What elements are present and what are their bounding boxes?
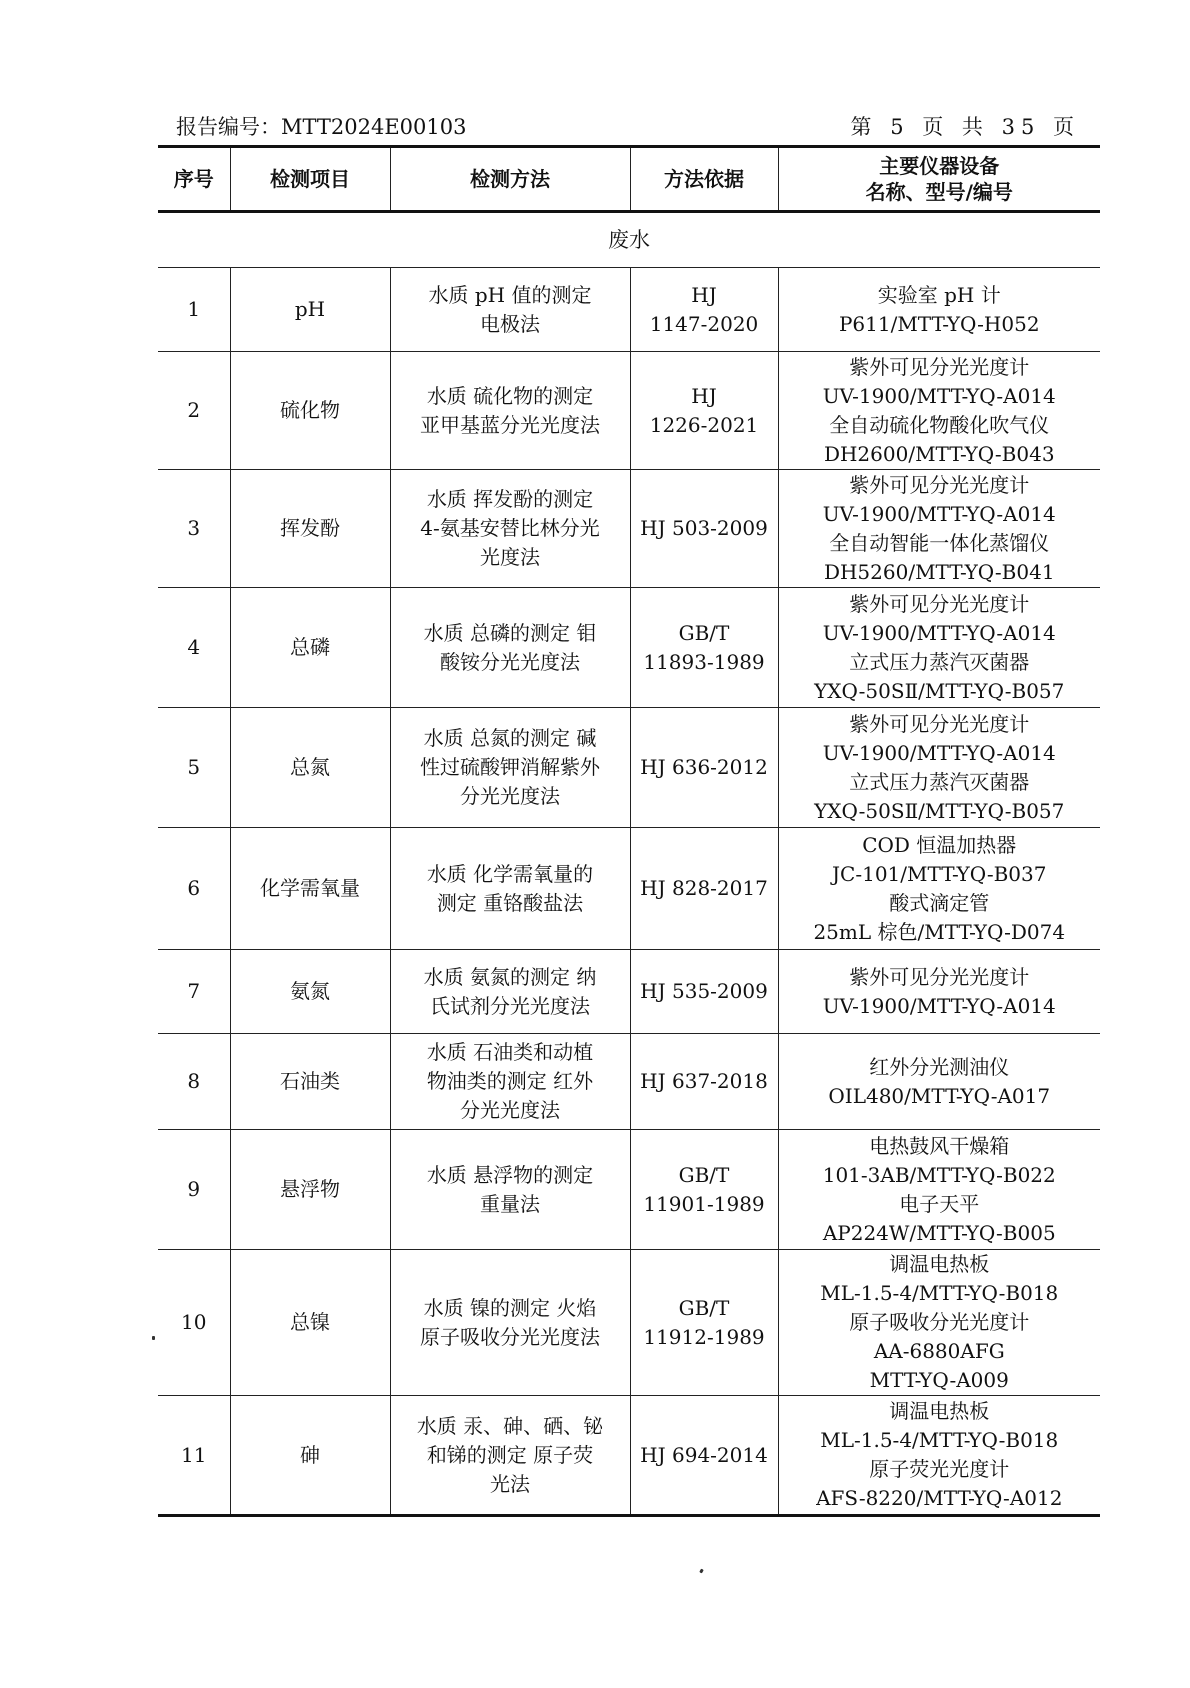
test-item: 悬浮物 (230, 1130, 390, 1250)
equipment-line: COD 恒温加热器 (862, 832, 1017, 857)
method-basis (630, 1130, 778, 1250)
equipment-line: 立式压力蒸汽灭菌器 (849, 649, 1030, 674)
detection-table (158, 145, 1100, 1517)
equipment-line: YXQ-50SⅡ/MTT-YQ-B057 (814, 798, 1065, 823)
test-method-line: 亚甲基蓝分光光度法 (420, 412, 600, 437)
equipment-line: YXQ-50SⅡ/MTT-YQ-B057 (814, 678, 1065, 703)
equipment-line: DH2600/MTT-YQ-B043 (823, 441, 1055, 466)
table-row (158, 708, 1100, 828)
table-row (158, 1130, 1100, 1250)
method-basis-line: GB/T (678, 1162, 730, 1187)
method-basis-line: HJ (691, 383, 717, 408)
test-method-line: 性过硫酸钾消解紫外 (420, 755, 600, 779)
equipment-line: UV-1900/MTT-YQ-A014 (822, 501, 1056, 526)
equipment-line: OIL480/MTT-YQ-A017 (828, 1083, 1051, 1108)
equipment-line: 全自动硫化物酸化吹气仪 (829, 412, 1050, 437)
row-number: 5 (158, 708, 230, 828)
test-method-line: 水质 总氮的测定 碱 (423, 726, 597, 750)
method-basis (630, 470, 778, 588)
test-method-line: 分光光度法 (460, 1098, 560, 1122)
equipment-line: ML-1.5-4/MTT-YQ-B018 (820, 1281, 1059, 1305)
equipment (778, 470, 1100, 588)
test-method-line: 水质 汞、砷、硒、铋 (416, 1413, 604, 1438)
test-method (390, 1250, 630, 1396)
equipment-line: UV-1900/MTT-YQ-A014 (822, 383, 1056, 408)
table-row (158, 268, 1100, 352)
method-basis-line: HJ 694-2014 (640, 1442, 768, 1467)
row-number: 11 (158, 1396, 230, 1516)
test-method-line: 氏试剂分光光度法 (430, 993, 590, 1018)
test-method-line: 光法 (490, 1471, 530, 1496)
row-number: 1 (158, 268, 230, 352)
test-item: 挥发酚 (230, 470, 390, 588)
test-method (390, 268, 630, 352)
method-basis (630, 828, 778, 950)
table-row (158, 828, 1100, 950)
method-basis-line: 11893-1989 (643, 649, 765, 674)
equipment-line: 全自动智能一体化蒸馏仪 (829, 530, 1050, 555)
test-method-line: 4-氨基安替比林分光 (420, 516, 600, 540)
method-basis-line: HJ 503-2009 (640, 516, 768, 540)
table-row (158, 352, 1100, 470)
method-basis-line: HJ (691, 282, 717, 307)
page-header (176, 112, 1080, 142)
equipment-line: 101-3AB/MTT-YQ-B022 (822, 1162, 1056, 1187)
method-basis-line: 11912-1989 (643, 1324, 765, 1349)
test-method-line: 电极法 (480, 311, 540, 336)
equipment-line: 电热鼓风干燥箱 (869, 1133, 1010, 1158)
test-method-line: 水质 悬浮物的测定 (426, 1162, 594, 1187)
table-row (158, 1034, 1100, 1130)
equipment-line: UV-1900/MTT-YQ-A014 (822, 620, 1056, 645)
table-row (158, 1250, 1100, 1396)
method-basis-line: GB/T (678, 1295, 730, 1320)
equipment (778, 1250, 1100, 1396)
method-basis (630, 268, 778, 352)
row-number: 3 (158, 470, 230, 588)
equipment (778, 352, 1100, 470)
test-item: 总氮 (230, 708, 390, 828)
row-number: 10 (158, 1250, 230, 1396)
scan-speck (699, 1569, 704, 1574)
test-item: pH (230, 268, 390, 352)
equipment-line: 调温电热板 (889, 1399, 990, 1423)
column-header-equipment (778, 147, 1100, 212)
equipment-line: UV-1900/MTT-YQ-A014 (822, 993, 1056, 1018)
equipment-line: 立式压力蒸汽灭菌器 (849, 769, 1030, 794)
equipment-line: 紫外可见分光光度计 (849, 591, 1030, 616)
equipment-line: UV-1900/MTT-YQ-A014 (822, 740, 1056, 765)
test-method (390, 950, 630, 1034)
equipment-line: AA-6880AFG (873, 1339, 1005, 1363)
test-item: 砷 (230, 1396, 390, 1516)
method-basis-line: GB/T (678, 620, 730, 645)
equipment-line: 25mL 棕色/MTT-YQ-D074 (813, 919, 1066, 944)
method-basis-line: 1226-2021 (649, 412, 759, 437)
equipment (778, 588, 1100, 708)
test-method (390, 1034, 630, 1130)
test-method (390, 1396, 630, 1516)
equipment-line: 紫外可见分光光度计 (849, 354, 1030, 379)
row-number: 7 (158, 950, 230, 1034)
test-method (390, 1130, 630, 1250)
table-row (158, 588, 1100, 708)
section-title: 废水 (158, 212, 1100, 268)
test-method-line: 测定 重铬酸盐法 (436, 890, 584, 915)
equipment-line: JC-101/MTT-YQ-B037 (832, 861, 1047, 886)
equipment (778, 1396, 1100, 1516)
column-header-equipment-line: 名称、型号/编号 (865, 180, 1013, 204)
test-method-line: 和锑的测定 原子荧 (426, 1442, 594, 1467)
test-item: 氨氮 (230, 950, 390, 1034)
column-header-no: 序号 (158, 147, 230, 212)
table-row (158, 950, 1100, 1034)
row-number: 6 (158, 828, 230, 950)
method-basis-line: 1147-2020 (649, 311, 759, 336)
column-header-equipment-line: 主要仪器设备 (879, 154, 1000, 178)
test-method-line: 水质 化学需氧量的 (426, 861, 594, 886)
equipment (778, 1034, 1100, 1130)
method-basis-line: HJ 828-2017 (640, 876, 768, 900)
report-number: 报告编号：MTT2024E00103 (176, 115, 467, 139)
equipment-line: 原子荧光光度计 (869, 1457, 1010, 1481)
equipment-line: 电子天平 (899, 1191, 980, 1216)
test-item: 石油类 (230, 1034, 390, 1130)
table-header-row (158, 147, 1100, 212)
equipment-line: ML-1.5-4/MTT-YQ-B018 (820, 1428, 1059, 1452)
equipment-line: 调温电热板 (889, 1252, 990, 1276)
equipment (778, 1130, 1100, 1250)
equipment-line: 紫外可见分光光度计 (849, 472, 1030, 497)
method-basis (630, 708, 778, 828)
equipment-line: 紫外可见分光光度计 (849, 711, 1030, 736)
test-method-line: 水质 挥发酚的测定 (426, 487, 594, 511)
test-method-line: 水质 氨氮的测定 纳 (423, 964, 597, 989)
method-basis (630, 588, 778, 708)
equipment (778, 708, 1100, 828)
method-basis (630, 1396, 778, 1516)
equipment-line: MTT-YQ-A009 (869, 1368, 1009, 1392)
test-method-line: 水质 镍的测定 火焰 (423, 1295, 597, 1320)
test-method-line: 酸铵分光光度法 (440, 649, 580, 674)
test-method-line: 水质 石油类和动植 (426, 1040, 594, 1064)
test-method (390, 828, 630, 950)
method-basis (630, 1250, 778, 1396)
equipment-line: 红外分光测油仪 (869, 1054, 1010, 1079)
column-header-method: 检测方法 (390, 147, 630, 212)
row-number: 4 (158, 588, 230, 708)
method-basis (630, 1034, 778, 1130)
test-method-line: 光度法 (480, 545, 540, 569)
method-basis-line: HJ 535-2009 (640, 979, 768, 1003)
method-basis (630, 950, 778, 1034)
column-header-basis: 方法依据 (630, 147, 778, 212)
equipment-line: DH5260/MTT-YQ-B041 (823, 559, 1055, 584)
method-basis-line: 11901-1989 (643, 1191, 765, 1216)
table-row (158, 1396, 1100, 1516)
equipment-line: 原子吸收分光光度计 (849, 1310, 1030, 1334)
test-method-line: 水质 硫化物的测定 (426, 383, 594, 408)
test-method-line: 水质 pH 值的测定 (428, 282, 592, 307)
test-method-line: 分光光度法 (460, 784, 560, 808)
test-method (390, 352, 630, 470)
test-method-line: 原子吸收分光光度法 (420, 1324, 600, 1349)
method-basis (630, 352, 778, 470)
section-row (158, 212, 1100, 268)
row-number: 2 (158, 352, 230, 470)
column-header-item: 检测项目 (230, 147, 390, 212)
test-item: 化学需氧量 (230, 828, 390, 950)
test-method (390, 470, 630, 588)
table-row (158, 470, 1100, 588)
row-number: 9 (158, 1130, 230, 1250)
equipment-line: 酸式滴定管 (889, 890, 990, 915)
method-basis-line: HJ 637-2018 (640, 1069, 768, 1093)
test-item: 总磷 (230, 588, 390, 708)
equipment-line: AP224W/MTT-YQ-B005 (822, 1220, 1056, 1245)
equipment-line: 紫外可见分光光度计 (849, 964, 1030, 989)
equipment (778, 268, 1100, 352)
test-item: 硫化物 (230, 352, 390, 470)
equipment (778, 950, 1100, 1034)
test-method (390, 708, 630, 828)
row-number: 8 (158, 1034, 230, 1130)
test-method-line: 水质 总磷的测定 钼 (423, 620, 597, 645)
test-method (390, 588, 630, 708)
equipment-line: 实验室 pH 计 (877, 282, 1001, 307)
test-method-line: 物油类的测定 红外 (426, 1069, 594, 1093)
scan-speck (152, 1336, 155, 1340)
method-basis-line: HJ 636-2012 (640, 755, 768, 779)
test-method-line: 重量法 (480, 1191, 540, 1216)
equipment-line: P611/MTT-YQ-H052 (838, 311, 1040, 336)
equipment-line: AFS-8220/MTT-YQ-A012 (816, 1486, 1063, 1510)
page-indicator: 第 5 页 共 35 页 (850, 115, 1080, 139)
equipment (778, 828, 1100, 950)
test-item: 总镍 (230, 1250, 390, 1396)
